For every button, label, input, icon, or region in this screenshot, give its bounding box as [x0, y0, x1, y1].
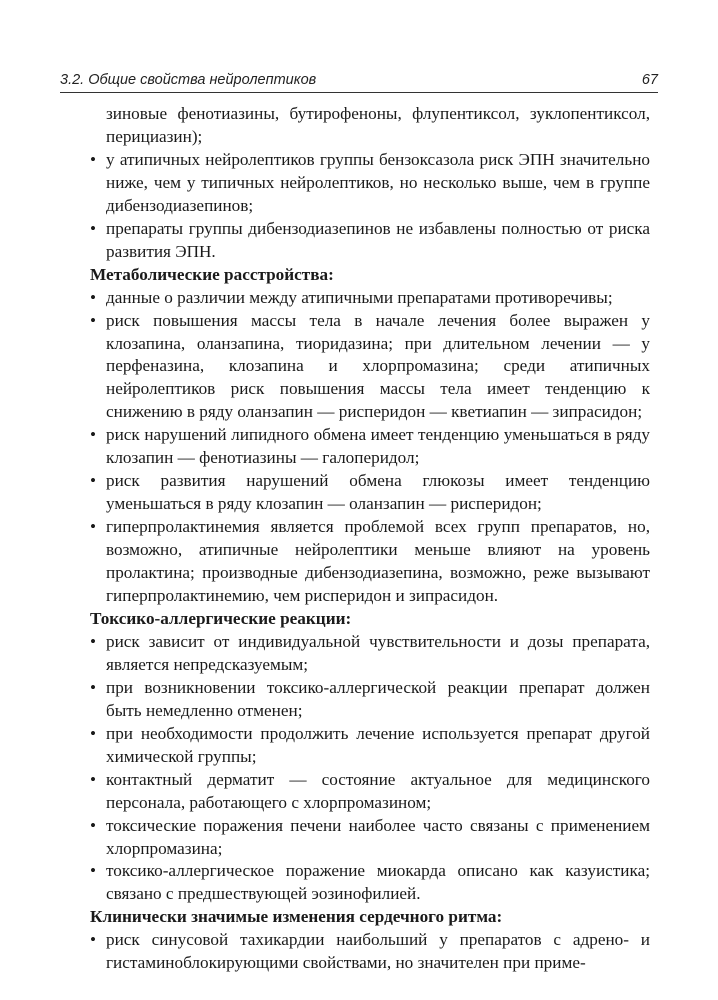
section-heading: Токсико-аллергические реакции: [90, 608, 352, 628]
section-metabolic [90, 264, 650, 608]
section-toxic-allergic [90, 608, 650, 906]
header-rule [60, 92, 658, 93]
continued-paragraph: зиновые фенотиазины, бутирофеноны, флупентиксол, зуклопентиксол, перициазин); [106, 104, 650, 146]
list-item: • риск зависит от индивидуальной чувствительности и дозы препарата, является непредсказуемым; [90, 631, 650, 677]
section-heading: Метаболические расстройства: [90, 264, 334, 284]
list-item: • контактный дерматит — состояние актуальное для медицинского персонала, работающего с хлорпромазином; [90, 769, 650, 815]
section-heart-rhythm [90, 906, 650, 975]
list-item: • гиперпролактинемия является проблемой всех групп препаратов, но, возможно, атипичные нейролептики меньше влияют на уровень пролактина; производные дибензодиазепина, возможно, реже вызывают гиперпролактинемию, чем рисперидон и зипрасидон. [90, 516, 650, 608]
list-item: • риск нарушений липидного обмена имеет тенденцию уменьшаться в ряду клозапин — фенотиазины — галоперидол; [90, 424, 650, 470]
list-item: • токсические поражения печени наиболее часто связаны с применением хлорпромазина; [90, 815, 650, 861]
running-header-title: 3.2. Общие свойства нейролептиков [60, 72, 317, 88]
section-heading: Клинически значимые изменения сердечного ритма: [90, 907, 503, 927]
page-body [90, 103, 650, 975]
list-item: • токсико-аллергическое поражение миокарда описано как казуистика; связано с предшествующей эозинофилией. [90, 860, 650, 906]
list-item: • у атипичных нейролептиков группы бензоксазола риск ЭПН значительно ниже, чем у типичных нейролептиков, но несколько выше, чем в группе дибензодиазепинов; [90, 149, 650, 218]
list-item: • при возникновении токсико-аллергической реакции препарат должен быть немедленно отменен; [90, 677, 650, 723]
running-header [60, 62, 658, 88]
list-item: • риск развития нарушений обмена глюкозы имеет тенденцию уменьшаться в ряду клозапин — оланзапин — рисперидон; [90, 470, 650, 516]
page-number: 67 [641, 72, 658, 88]
list-item: • риск синусовой тахикардии наибольший у препаратов с адрено- и гистаминоблокирующими свойствами, но значителен при приме- [90, 929, 650, 975]
list-item: • риск повышения массы тела в начале лечения более выражен у клозапина, оланзапина, тиоридазина; при длительном лечении — у перфеназина, клозапина и хлорпромазина; среди атипичных нейролептиков риск повышения массы тела имеет тенденцию к снижению в ряду оланзапин — рисперидон — кветиапин — зипрасидон; [90, 310, 650, 425]
list-item: • при необходимости продолжить лечение используется препарат другой химической группы; [90, 723, 650, 769]
list-item: • данные о различии между атипичными препаратами противоречивы; [90, 287, 650, 310]
list-item: • препараты группы дибензодиазепинов не избавлены полностью от риска развития ЭПН. [90, 218, 650, 264]
